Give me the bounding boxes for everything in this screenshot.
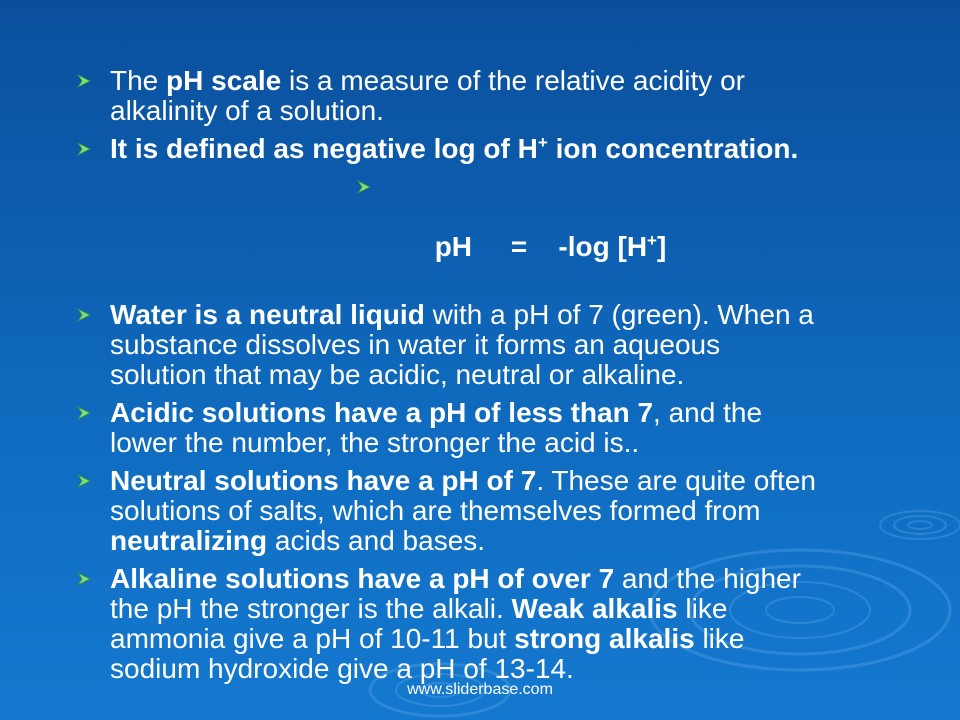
bullet-bold-text: It is defined as negative log of H bbox=[110, 133, 538, 164]
bullet-bold-text: Alkaline solutions have a pH of over 7 bbox=[110, 563, 615, 594]
bullet-line bbox=[110, 360, 936, 390]
bullet-bold-text: + bbox=[537, 133, 548, 152]
bullet-line bbox=[110, 300, 936, 330]
bullet-bold-text: Acidic solutions have a pH of less than 7 bbox=[110, 397, 654, 428]
bullet-text: the pH the stronger is the alkali. bbox=[110, 593, 512, 624]
bullet-bold-text: pH scale bbox=[166, 65, 282, 96]
bullet-line bbox=[110, 66, 936, 96]
bullet-text: substance dissolves in water it forms an aqueous bbox=[110, 329, 721, 360]
arrow-bullet-icon bbox=[76, 307, 92, 323]
bullet-bold-text: strong alkalis bbox=[514, 623, 695, 654]
bullet-text: is a measure of the relative acidity or bbox=[281, 65, 745, 96]
bullet-text: The bbox=[110, 65, 167, 96]
bullet-text: , and the bbox=[653, 397, 763, 428]
bullet-text: and the higher bbox=[614, 563, 801, 594]
bullet-line bbox=[110, 96, 936, 126]
bullet-line bbox=[110, 564, 936, 594]
arrow-bullet-icon bbox=[76, 405, 92, 421]
bullet-text: . These are quite often bbox=[536, 465, 816, 496]
bullet-text: like bbox=[694, 623, 745, 654]
bullet-item bbox=[76, 66, 936, 126]
bullet-bold-text: neutralizing bbox=[110, 525, 268, 556]
bullet-text: ammonia give a pH of 10-11 but bbox=[110, 623, 515, 654]
bullet-line bbox=[110, 428, 936, 458]
bullet-bold-text: Neutral solutions have a pH of 7 bbox=[110, 465, 537, 496]
bullet-text: solutions of salts, which are themselves formed from bbox=[110, 495, 761, 526]
ph-formula bbox=[76, 172, 936, 292]
bullet-item bbox=[76, 398, 936, 458]
arrow-bullet-icon bbox=[356, 179, 372, 195]
arrow-bullet-icon bbox=[76, 73, 92, 89]
bullet-text: solution that may be acidic, neutral or alkaline. bbox=[110, 359, 685, 390]
bullet-item bbox=[76, 300, 936, 390]
bullet-bold-text: Water is a neutral liquid bbox=[110, 299, 425, 330]
arrow-bullet-icon bbox=[76, 571, 92, 587]
bullet-line bbox=[110, 330, 936, 360]
bullet-bold-text: ion concentration. bbox=[547, 133, 799, 164]
bullet-line bbox=[110, 654, 936, 684]
bullet-bold-text: Weak alkalis bbox=[511, 593, 678, 624]
footer-url[interactable]: www.sliderbase.com bbox=[407, 681, 553, 698]
bullet-line bbox=[110, 526, 936, 556]
formula-right: -log [H bbox=[558, 231, 648, 262]
bullet-line bbox=[110, 496, 936, 526]
arrow-bullet-icon bbox=[76, 473, 92, 489]
bullet-text: with a pH of 7 (green). When a bbox=[424, 299, 814, 330]
formula-superscript: + bbox=[647, 231, 657, 250]
formula-equals: = bbox=[510, 231, 528, 262]
bullet-text: acids and bases. bbox=[267, 525, 486, 556]
bullet-line bbox=[110, 624, 936, 654]
bullet-line bbox=[110, 398, 936, 428]
arrow-bullet-icon bbox=[76, 141, 92, 157]
bullet-text: alkalinity of a solution. bbox=[110, 95, 384, 126]
formula-close: ] bbox=[656, 231, 667, 262]
slide-body bbox=[76, 66, 936, 692]
bullet-text: like bbox=[677, 593, 728, 624]
formula-left: pH bbox=[434, 231, 473, 262]
bullet-line bbox=[110, 594, 936, 624]
bullet-line bbox=[110, 466, 936, 496]
bullet-text: sodium hydroxide give a pH of 13-14. bbox=[110, 653, 574, 684]
bullet-item bbox=[76, 466, 936, 556]
bullet-text: lower the number, the stronger the acid is.. bbox=[110, 427, 640, 458]
bullet-line bbox=[110, 134, 936, 164]
bullet-item bbox=[76, 134, 936, 164]
bullet-item bbox=[76, 564, 936, 684]
